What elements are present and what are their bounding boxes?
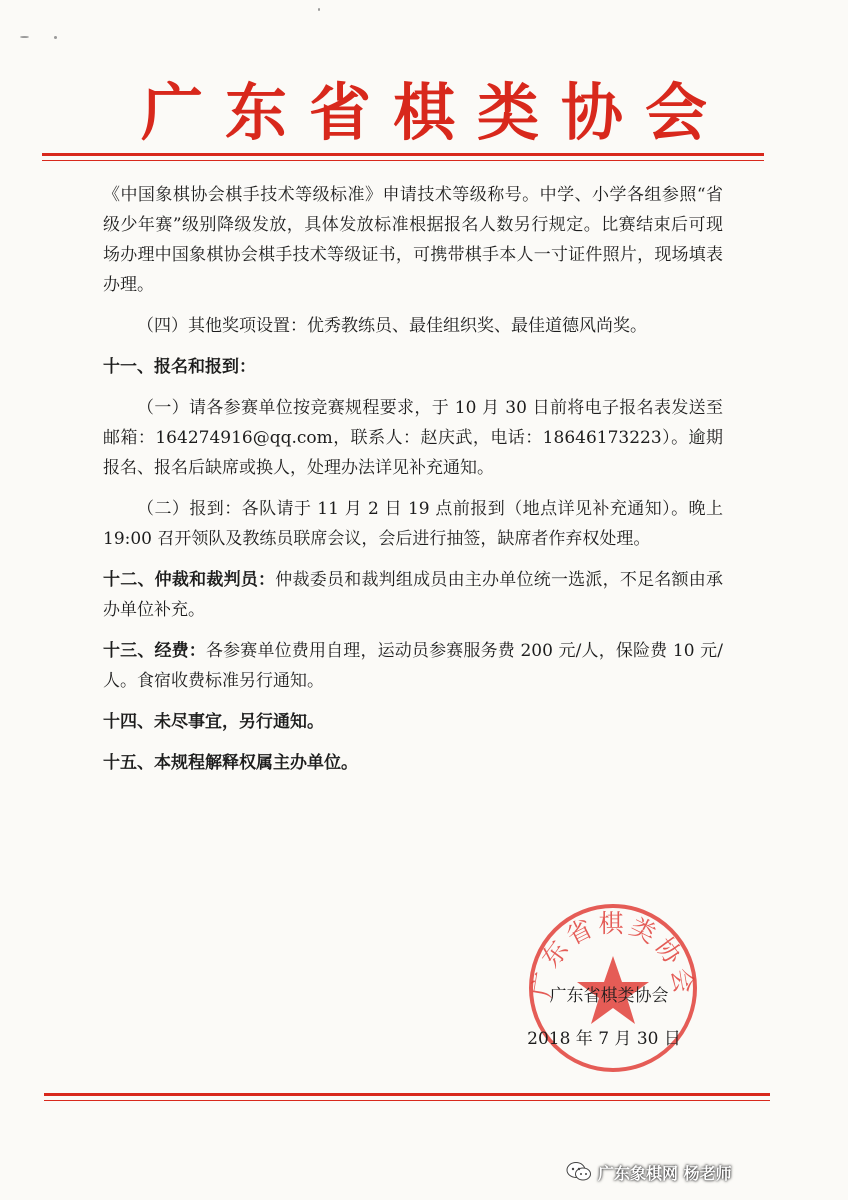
scan-speck xyxy=(54,36,57,39)
seal-text: 广东省棋类协会 xyxy=(526,909,700,1000)
watermark-text: 广东象棋网 杨老师 xyxy=(598,1163,732,1183)
scan-speck xyxy=(20,36,29,38)
section-14 xyxy=(103,707,723,737)
paragraph-other-awards: （四）其他奖项设置：优秀教练员、最佳组织奖、最佳道德风尚奖。 xyxy=(137,316,647,336)
scan-speck xyxy=(318,8,320,11)
paragraph-registration: （一）请各参赛单位按竞赛规程要求，于 10 月 30 日前将电子报名表发送至邮箱：164274916@qq.com，联系人：赵庆武，电话：18646173223）。逾期报名、报名后缺席或换人，处理办法详见补充通知。 xyxy=(103,398,723,478)
section-12 xyxy=(103,565,723,625)
watermark xyxy=(566,1158,732,1186)
section-heading: 十五、本规程解释权属主办单位。 xyxy=(103,753,358,773)
signature-organization: 广东省棋类协会 xyxy=(549,986,669,1006)
footer-rule-thick xyxy=(44,1093,770,1096)
section-heading: 十二、仲裁和裁判员： xyxy=(103,570,276,590)
paragraph-standard: 《中国象棋协会棋手技术等级标准》申请技术等级称号。中学、小学各组参照“省级少年赛”级别降级发放，具体发放标准根据报名人数另行规定。比赛结束后可现场办理中国象棋协会棋手技术等级证书，可携带棋手本人一寸证件照片，现场填表办理。 xyxy=(103,185,723,295)
document-body xyxy=(103,180,723,778)
section-text: 各参赛单位费用自理，运动员参赛服务费 200 元/人，保险费 10 元/人。食宿收费标准另行通知。 xyxy=(103,641,724,691)
section-13 xyxy=(103,636,723,696)
section-heading: 十三、经费： xyxy=(103,641,206,661)
paragraph-check-in: （二）报到：各队请于 11 月 2 日 19 点前报到（地点详见补充通知）。晚上 19:00 召开领队及教练员联席会议，会后进行抽签，缺席者作弃权处理。 xyxy=(103,499,723,549)
footer-rule-thin xyxy=(44,1100,770,1101)
section-15 xyxy=(103,748,723,778)
section-text: 仲裁委员和裁判组成员由主办单位统一选派，不足名额由承办单位补充。 xyxy=(103,570,724,620)
section-11-heading xyxy=(103,352,723,382)
section-heading: 十四、未尽事宜，另行通知。 xyxy=(103,712,324,732)
section-heading: 十一、报名和报到： xyxy=(103,357,256,377)
wechat-icon xyxy=(566,1161,592,1183)
letterhead-title: 广东省棋类协会 xyxy=(140,76,729,149)
signature-date: 2018 年 7 月 30 日 xyxy=(527,1029,681,1049)
letterhead-rule-thick xyxy=(42,153,764,156)
letterhead-rule-thin xyxy=(42,160,764,161)
